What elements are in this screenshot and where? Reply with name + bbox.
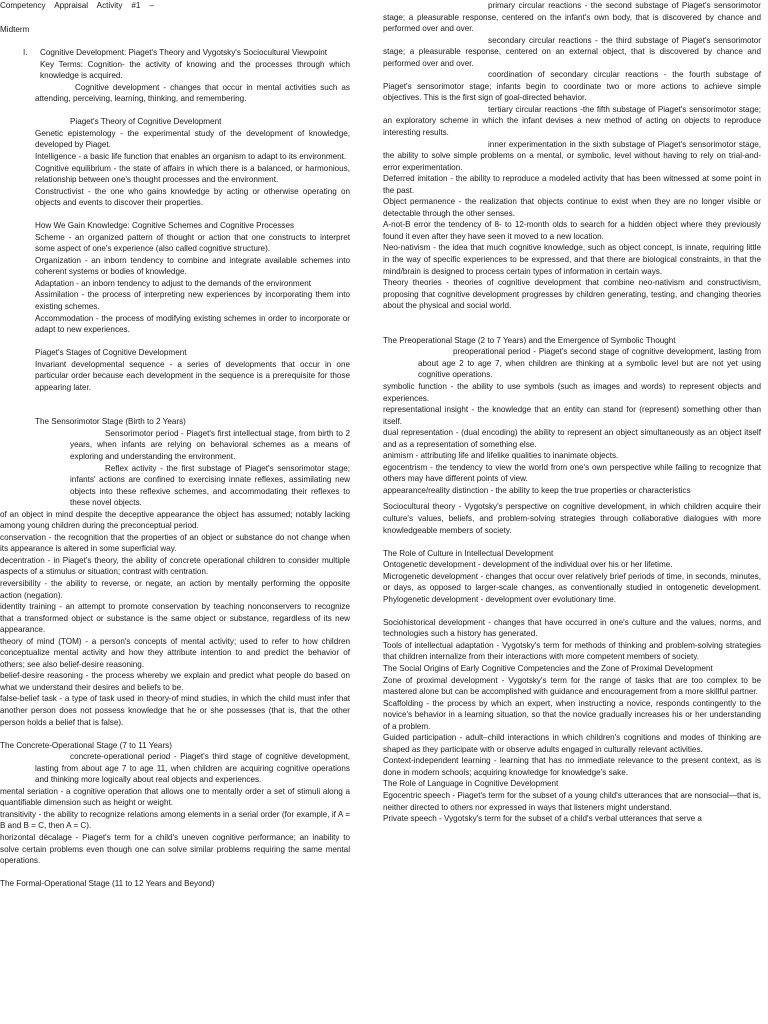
definition-secondary-circular: secondary circular reactions - the third substage of Piaget's sensorimotor stage; a pleasurable response, centered on an external object, that is discovered by chance and performed over and over. <box>383 35 761 68</box>
definition-concrete-period: concrete-operational period - Piaget's third stage of cognitive development, lasting from about age 7 to age 11, when children are acquiring cognitive operations and thinking more logically about real objects and experiences. <box>35 752 350 785</box>
section-heading <box>0 47 350 59</box>
key-terms: Key Terms: Cognition- the activity of knowing and the processes through which knowledge is acquired. <box>40 59 350 81</box>
definition-appearance-reality: appearance/reality distinction - the ability to keep the true properties or characteristics <box>383 485 691 495</box>
definition-sociohistorical: Sociohistorical development - changes that have occurred in one's culture and the values, norms, and technologies such a history has generated. <box>383 617 761 639</box>
definition-theory-of-mind: theory of mind (TOM) - a person's concepts of mental activity; used to refer to how children conceptualize mental activity and how they attribute intention to and predict the behavior of others; see also belief-desire reasoning. <box>0 636 350 669</box>
definition-symbolic-function: symbolic function - the ability to use symbols (such as images and words) to represent objects and experiences. <box>383 381 761 403</box>
section-number: I. <box>23 48 28 58</box>
section-title: Cognitive Development: Piaget's Theory and Vygotsky's Sociocultural Viewpoint <box>40 48 328 58</box>
definition-decentration: decentration - in Piaget's theory, the ability of concrete operational children to consider multiple aspects of a stimulus or situation; contrast with centration. <box>0 555 350 577</box>
definition-identity-training: identity training - an attempt to promote conservation by teaching nonconservers to recognize that a transformed object or substance is the same object or substance, regardless of its new appearance. <box>0 602 350 635</box>
definition-a-not-b: A-not-B error the tendency of 8- to 12-month olds to search for a hidden object where they previously found it even after they have seen it moved to a new location. <box>383 220 761 241</box>
subheading-piaget-theory: Piaget's Theory of Cognitive Development <box>70 117 222 127</box>
subheading-formal-operational: The Formal-Operational Stage (11 to 12 Years and Beyond) <box>0 879 215 889</box>
right-column <box>383 0 761 825</box>
definition-deferred-imitation: Deferred imitation - the ability to reproduce a modeled activity that has been witnessed at some point in the past. <box>383 174 761 195</box>
definition-ontogenetic: Ontogenetic development - development of the individual over his or her lifetime. <box>383 560 673 570</box>
definition-deceptive-appearance: of an object in mind despite the deceptive appearance the object has assumed; notably lacking among young children during the preconceptual period. <box>0 509 350 531</box>
definition-constructivist: Constructivist - the one who gains knowledge by acting or otherwise operating on objects and events to discover their properties. <box>35 186 350 208</box>
definition-dual-representation: dual representation - (dual encoding) the ability to represent an object simultaneously as an object itself and as a representation of something else. <box>383 428 761 449</box>
definition-preoperational-period: preoperational period - Piaget's second stage of cognitive development, lasting from about age 2 to age 7, when children are thinking at a symbolic level but are not yet using cognitive operations. <box>418 347 761 380</box>
subheading-role-of-language: The Role of Language in Cognitive Development <box>383 779 559 789</box>
definition-tools-of-adaptation: Tools of intellectual adaptation - Vygotsky's term for methods of thinking and problem-solving strategies that children internalize from their interactions with more competent members of society. <box>383 640 761 662</box>
document-title: Competency Appraisal Activity #1 – <box>0 1 154 10</box>
definition-coordination: coordination of secondary circular reactions - the fourth substage of Piaget's sensorimotor stage; infants begin to coordinate two or more actions to achieve simple objectives. This is the first sign of goal-directed behavior. <box>383 70 761 103</box>
definition-scaffolding: Scaffolding - the process by which an expert, when instructing a novice, responds contingently to the novice's behavior in a learning situation, so that the novice gradually increases his or her understanding of a problem. <box>383 698 761 731</box>
definition-animism: animism - attributing life and lifelike qualities to inanimate objects. <box>383 451 619 461</box>
definition-organization: Organization - an inborn tendency to combine and integrate available schemes into coherent systems or bodies of knowledge. <box>35 255 350 277</box>
definition-reversibility: reversibility - the ability to reverse, or negate, an action by mentally performing the opposite action (negation). <box>0 579 350 600</box>
definition-belief-desire: belief-desire reasoning - the process whereby we explain and predict what people do based on what we understand their desires and beliefs to be. <box>0 671 350 692</box>
definition-private-speech: Private speech - Vygotsky's term for the subset of a child's verbal utterances that serve a <box>383 814 702 824</box>
definition-inner-experimentation: inner experimentation in the sixth substage of Piaget's sensorimotor stage, the ability to solve simple problems on a mental, or symbolic, level without having to rely on trial-and-error experimentation. <box>383 139 761 172</box>
definition-egocentric-speech: Egocentric speech - Piaget's term for the subset of a young child's utterances that are nonsocial—that is, neither directed to others nor expressed in ways that listeners might understand. <box>383 791 761 812</box>
definition-invariant-sequence: Invariant developmental sequence - a series of developments that occur in one particular order because each development in the sequence is a prerequisite for those appearing later. <box>35 359 350 392</box>
definition-microgenetic: Microgenetic development - changes that occur over relatively brief periods of time, in seconds, minutes, or days, as opposed to larger-scale changes, as conventionally studied in ontogenetic development. Phylogenetic development - development over evolutionary time. <box>383 571 761 604</box>
subheading-sensorimotor: The Sensorimotor Stage (Birth to 2 Years) <box>35 417 186 427</box>
definition-reflex-activity: Reflex activity - the first substage of Piaget's sensorimotor stage; infants' actions are confined to exercising innate reflexes, assimilating new objects into these reflexive schemes, and accommodating their reflexes to these novel objects. <box>70 463 350 508</box>
definition-scheme: Scheme - an organized pattern of thought or action that one constructs to interpret some aspect of one's experience (also called cognitive structure). <box>35 232 350 254</box>
definition-representational-insight: representational insight - the knowledge that an entity can stand for (represent) something other than itself. <box>383 405 761 426</box>
subheading-role-of-culture: The Role of Culture in Intellectual Development <box>383 548 554 558</box>
definition-conservation: conservation - the recognition that the properties of an object or substance do not change when its appearance is altered in some superficial way. <box>0 532 350 554</box>
definition-intelligence: Intelligence - a basic life function that enables an organism to adapt to its environment. <box>35 151 347 161</box>
definition-theory-theories: Theory theories - theories of cognitive development that combine neo-nativism and constructivism, proposing that cognitive development progresses by children generating, testing, and changing theories about the physical and social world. <box>383 278 761 311</box>
definition-cognitive-equilibrium: Cognitive equilibrium - the state of affairs in which there is a balanced, or harmonious, relationship between one's thought processes and the environment. <box>35 163 350 185</box>
document-subtitle: Midterm <box>0 24 30 34</box>
definition-neo-nativism: Neo-nativism - the idea that much cognitive knowledge, such as object concept, is innate, requiring little in the way of specific experiences to be expressed, and that there are biological constraints, in that the mind/brain is designed to process certain types of information in certain ways. <box>383 243 761 276</box>
left-column <box>0 0 350 890</box>
definition-sociocultural-theory: Sociocultural theory - Vygotsky's perspective on cognitive development, in which children acquire their culture's values, beliefs, and problem-solving strategies through collaborative dialogues with more knowledgeable members of society. <box>383 502 761 535</box>
definition-sensorimotor-period: Sensorimotor period - Piaget's first intellectual stage, from birth to 2 years, when infants are relying on behavioral schemes as a means of exploring and understanding the environment. <box>70 428 350 461</box>
definition-object-permanence: Object permanence - the realization that objects continue to exist when they are no longer visible or detectable through the other senses. <box>383 197 761 218</box>
subheading-concrete-operational: The Concrete-Operational Stage (7 to 11 Years) <box>0 740 172 750</box>
subheading-how-we-gain: How We Gain Knowledge: Cognitive Schemes and Cognitive Processes <box>35 221 295 231</box>
definition-adaptation: Adaptation - an inborn tendency to adjust to the demands of the environment <box>35 278 311 288</box>
subheading-social-origins: The Social Origins of Early Cognitive Competencies and the Zone of Proximal Development <box>383 663 713 673</box>
definition-transitivity: transitivity - the ability to recognize relations among elements in a serial order (for example, if A = B and B = C, then A = C). <box>0 809 350 831</box>
definition-guided-participation: Guided participation - adult–child interactions in which children's cognitions and modes of thinking are shaped as they participate with or observe adults engaged in culturally relevant activities. <box>383 733 761 754</box>
subheading-preoperational: The Preoperational Stage (2 to 7 Years) and the Emergence of Symbolic Thought <box>383 335 676 345</box>
definition-horizontal-decalage: horizontal décalage - Piaget's term for a child's uneven cognitive performance; an inability to solve certain problems even though one can solve similar problems requiring the same mental operations. <box>0 833 350 866</box>
definition-assimilation: Assimilation - the process of interpreting new experiences by incorporating them into existing schemes. <box>35 290 350 312</box>
definition-genetic-epistemology: Genetic epistemology - the experimental study of the development of knowledge, developed by Piaget. <box>35 128 350 150</box>
definition-mental-seriation: mental seriation - a cognitive operation that allows one to mentally order a set of stimuli along a quantifiable dimension such as height or weight. <box>0 786 350 808</box>
definition-egocentrism: egocentrism - the tendency to view the world from one's own perspective while failing to recognize that others may have different points of view. <box>383 462 761 484</box>
definition-context-independent: Context-independent learning - learning that has no immediate relevance to the present context, as is done in modern schools; acquiring knowledge for knowledge's sake. <box>383 756 761 777</box>
definition-false-belief: false-belief task - a type of task used in theory-of mind studies, in which the child must infer that another person does not possess knowledge that he or she possesses (that is, that the other person holds a belief that is false). <box>0 694 350 727</box>
definition-tertiary-circular: tertiary circular reactions -the fifth substage of Piaget's sensorimotor stage; an exploratory scheme in which the infant devises a new method of acting on objects to reproduce interesting results. <box>383 104 761 138</box>
definition-primary-circular: primary circular reactions - the second substage of Piaget's sensorimotor stage; a pleasurable response, centered on the infant's own body, that is discovered by chance and performed over and over. <box>383 1 761 34</box>
definition-accommodation: Accommodation - the process of modifying existing schemes in order to incorporate or adapt to new experiences. <box>35 313 350 335</box>
definition-zone-of-proximal-development: Zone of proximal development - Vygotsky's term for the range of tasks that are too complex to be mastered alone but can be accomplished with guidance and encouragement from a more skillful partner. <box>383 675 761 697</box>
definition-cognitive-development: Cognitive development - changes that occur in mental activities such as attending, perceiving, learning, thinking, and remembering. <box>35 82 350 104</box>
subheading-stages: Piaget's Stages of Cognitive Development <box>35 348 187 358</box>
